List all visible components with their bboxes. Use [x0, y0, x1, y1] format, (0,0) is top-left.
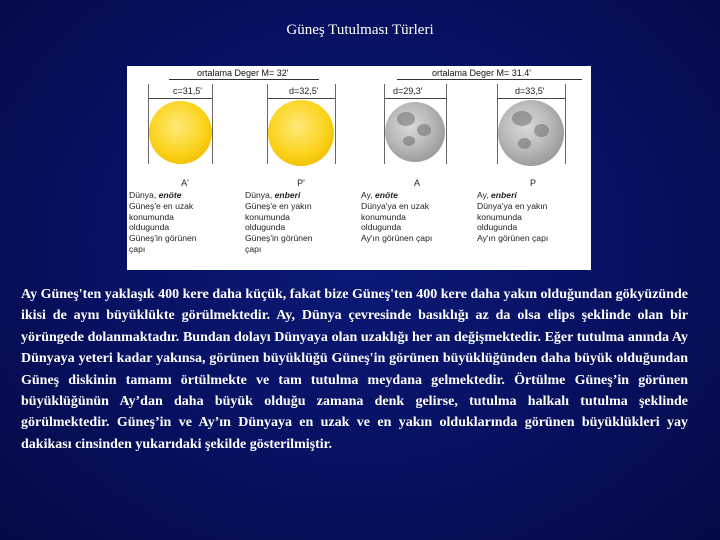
diameter-label: c=31,5': [173, 86, 202, 96]
body-label: P: [529, 178, 536, 188]
caption-line: oldugunda: [477, 222, 518, 233]
caption-line: konumunda: [477, 211, 522, 222]
guide-line: [267, 84, 268, 164]
eclipse-diagram: [127, 66, 591, 270]
diameter-label: d=32,5': [289, 86, 319, 96]
caption-line: konumunda: [245, 211, 290, 222]
caption-emphasis: enöte: [375, 190, 398, 200]
caption-line: Ay'ın görünen çapı: [361, 233, 433, 244]
diameter-line: [267, 98, 335, 99]
guide-line: [212, 84, 213, 164]
caption-line: oldugunda: [361, 222, 402, 233]
diameter-line: [497, 98, 565, 99]
panel-caption: [361, 190, 473, 244]
caption-line: oldugunda: [245, 222, 286, 233]
moon-disc: [498, 100, 564, 166]
diameter-line: [384, 98, 446, 99]
caption-line: Güneş'in görünen: [245, 233, 313, 244]
guide-line: [335, 84, 336, 164]
caption-line: Ay,: [477, 190, 492, 200]
slide-title: Güneş Tutulması Türleri: [286, 22, 434, 38]
caption-line: çapı: [129, 243, 146, 254]
explanation-paragraph: Ay Güneş'ten yaklaşık 400 kere daha küçük, fakat bize Güneş'ten 400 kere daha yakın olduğundan gökyüzünde ikisi de aynı büyüklükte görülmektedir. Ay, Dünya çevresinde basıklığı az da olsa elips şeklinde olan bir yörüngede dolanmaktadır. Bundan dolayı Dünyaya olan uzaklığı her an değişmektedir. Eğer tutulma anında Ay Dünyaya yeteri kadar yakınsa, görünen büyüklüğü Güneş'in görünen büyüklüğünden daha büyük olduğundan Güneş diskinin tamamı örtülmekte ve tam tutulma meydana gelmektedir. Örtülme Güneş’in görünen büyüklüğünün Ay’dan daha büyük olduğu zamana denk gelirse, tutulma halkalı tutulma şeklinde görülmektedir. Güneş’in ve Ay’ın Dünyaya en uzak ve en yakın olduklarında görünen büyüklükleri yay dakikası cinsinden yukarıdaki şekilde gösterilmiştir.: [21, 287, 688, 452]
guide-line: [446, 84, 447, 164]
caption-line: oldugunda: [129, 222, 170, 233]
body-label: A': [181, 178, 189, 188]
caption-line: Ay'ın görünen çapı: [477, 233, 549, 244]
guide-line: [148, 84, 149, 164]
panel-sun-perihelion: [243, 80, 359, 270]
panel-moon-apogee: [359, 80, 475, 270]
sun-disc: [149, 101, 212, 164]
caption-line: Ay,: [361, 190, 376, 200]
panel-caption: [245, 190, 357, 255]
caption-line: Güneş'e en yakın: [245, 200, 312, 211]
moon-disc: [385, 102, 445, 162]
caption-line: konumunda: [361, 211, 406, 222]
sun-average-label: ortalama Deger M= 32': [197, 68, 289, 78]
caption-line: Dünya'ya en yakın: [477, 200, 548, 211]
sun-disc: [268, 100, 334, 166]
caption-line: Güneş'in görünen: [129, 233, 197, 244]
panel-moon-perigee: [475, 80, 591, 270]
caption-line: Dünya'ya en uzak: [361, 200, 430, 211]
caption-line: Dünya,: [129, 190, 159, 200]
moon-average-label: ortalama Deger M= 31.4': [432, 68, 532, 78]
panel-caption: [477, 190, 589, 244]
diameter-label: d=29,3': [393, 86, 423, 96]
caption-emphasis: enberi: [274, 190, 301, 200]
panel-caption: [129, 190, 241, 255]
caption-emphasis: enberi: [491, 190, 517, 200]
diameter-line: [148, 98, 212, 99]
caption-line: konumunda: [129, 211, 174, 222]
caption-emphasis: enöte: [158, 190, 182, 200]
diameter-label: d=33,5': [515, 86, 545, 96]
body-label: P': [297, 178, 305, 188]
guide-line: [497, 84, 498, 164]
panel-sun-aphelion: [127, 80, 243, 270]
guide-line: [565, 84, 566, 164]
caption-line: Dünya,: [245, 190, 275, 200]
caption-line: Güneş'e en uzak: [129, 200, 194, 211]
body-label: A: [413, 178, 420, 188]
caption-line: çapı: [245, 243, 262, 254]
